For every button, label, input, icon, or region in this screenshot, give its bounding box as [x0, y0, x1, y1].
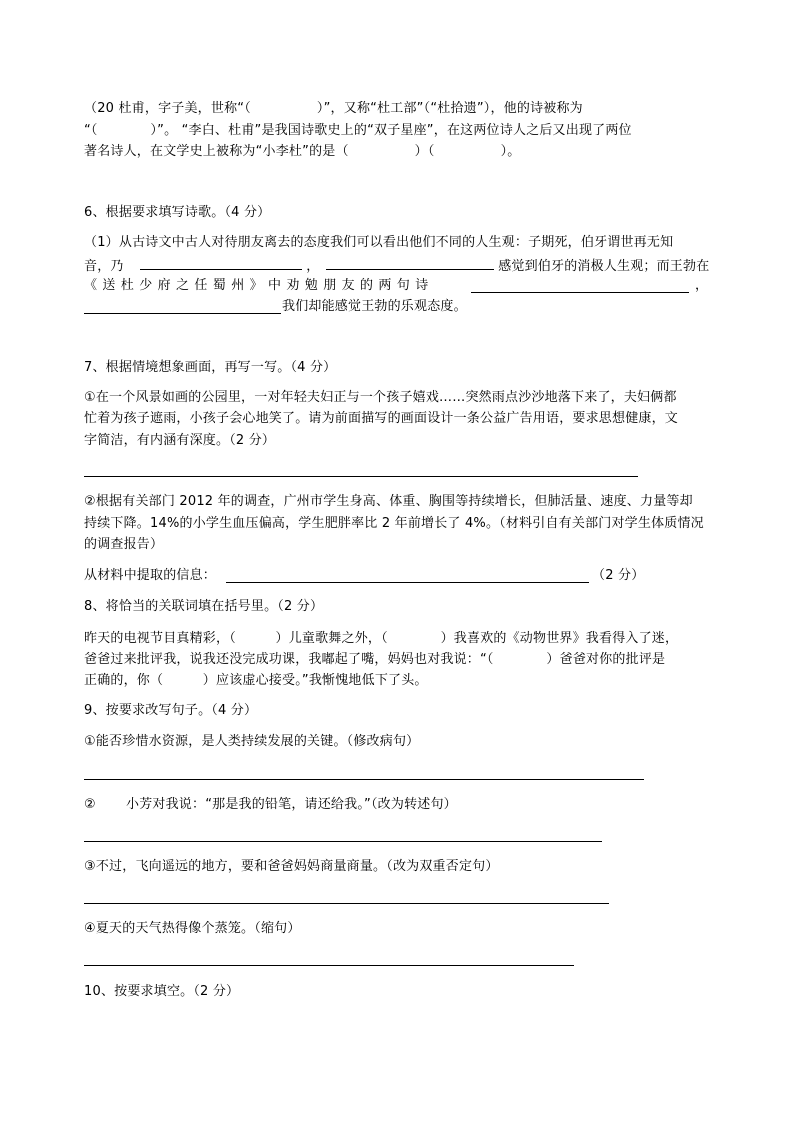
q7-p1-line-3: 字简洁，有内涵有深度。（2 分）	[84, 433, 276, 448]
slogan-answer-line[interactable]	[84, 476, 638, 477]
q8-line-2: 爸爸过来批评我，说我还没完成功课，我嘟起了嘴，妈妈也对我说：“（ ）爸爸对你的批评是	[84, 652, 666, 667]
sentence-4-answer-line[interactable]	[84, 965, 574, 966]
q6-title: 6、根据要求填写诗歌。（4 分）	[84, 205, 271, 220]
sentence-2-answer-line[interactable]	[84, 841, 602, 842]
q9-sentence-4: ④夏天的天气热得像个蒸笼。（缩句）	[84, 921, 301, 936]
sentence-1-answer-line[interactable]	[84, 779, 644, 780]
q6-line-3-comma: ，	[695, 278, 709, 293]
sentence-3-answer-line[interactable]	[84, 903, 609, 904]
extract-score: （2 分）	[592, 568, 645, 583]
q5-line-2: “（ ）”。 “李白、杜甫”是我国诗歌史上的“双子星座”，在这两位诗人之后又出现了两位	[84, 123, 632, 138]
q8-line-3: 正确的，你（ ）应该虚心接受。”我惭愧地低下了头。	[84, 673, 428, 688]
q5-line-3: 著名诗人，在文学史上被称为“小李杜”的是（ ）（ ）。	[84, 144, 521, 159]
poem-blank-4[interactable]	[84, 313, 281, 314]
q6-line-4: 我们却能感觉王勃的乐观态度。	[282, 299, 467, 314]
poem-blank-1[interactable]	[140, 256, 302, 270]
extract-label: 从材料中提取的信息：	[84, 568, 217, 583]
q9-sentence-1: ①能否珍惜水资源，是人类持续发展的关键。（修改病句）	[84, 734, 420, 749]
q9-title: 9、按要求改写句子。（4 分）	[84, 703, 258, 718]
q8-line-1: 昨天的电视节目真精彩，（ ）儿童歌舞之外，（ ）我喜欢的《动物世界》我看得入了迷，	[84, 631, 679, 646]
q6-line-2-start: 音，乃	[84, 259, 124, 274]
q7-p2-line-2: 持续下降。14%的小学生血压偏高，学生肥胖率比 2 年前增长了 4%。（材料引自有关部门对学生体质情况	[84, 516, 704, 531]
q7-p2-line-3: 的调查报告）	[84, 537, 164, 552]
q6-line-1: （1）从古诗文中古人对待朋友离去的态度我们可以看出他们不同的人生观：子期死，伯牙谓世再无知	[84, 235, 674, 250]
q7-p2-line-1: ②根据有关部门 2012 年的调查，广州市学生身高、体重、胸围等持续增长，但肺活量、速度、力量等却	[84, 494, 693, 509]
q7-title: 7、根据情境想象画面，再写一写。（4 分）	[84, 360, 337, 375]
q10-title: 10、按要求填空。（2 分）	[84, 984, 240, 999]
q6-line-3	[84, 277, 434, 295]
q7-p1-line-1: ①在一个风景如画的公园里，一对年轻夫妇正与一个孩子嬉戏……突然雨点沙沙地落下来了，夫妇俩都	[84, 390, 677, 405]
q7-p1-line-2: 忙着为孩子遮雨，小孩子会心地笑了。请为前面描写的画面设计一条公益广告用语，要求思想健康，文	[84, 411, 679, 426]
q6-line-2-end: 感觉到伯牙的消极人生观；而王勃在	[498, 259, 710, 274]
q6-line-3-start: 《送杜少府之任蜀州》中劝勉朋友的两句诗	[84, 278, 434, 293]
extract-answer-line[interactable]	[226, 582, 589, 583]
q9-sentence-2: 小芳对我说：“那是我的铅笔，请还给我。”（改为转述句）	[126, 797, 457, 812]
q8-title: 8、将恰当的关联词填在括号里。（2 分）	[84, 599, 324, 614]
q6-line-2	[84, 256, 709, 276]
q6-line-2-comma: ，	[306, 259, 320, 274]
q9-sentence-2-number: ②	[84, 797, 96, 812]
q9-sentence-3: ③不过，飞向遥远的地方，要和爸爸妈妈商量商量。（改为双重否定句）	[84, 859, 499, 874]
poem-blank-2[interactable]	[326, 256, 494, 270]
poem-blank-3[interactable]	[471, 292, 689, 293]
q5-line-1: （20 杜甫，字子美，世称“（ ）”，又称“杜工部”（“杜拾遗”），他的诗被称为	[84, 101, 583, 116]
